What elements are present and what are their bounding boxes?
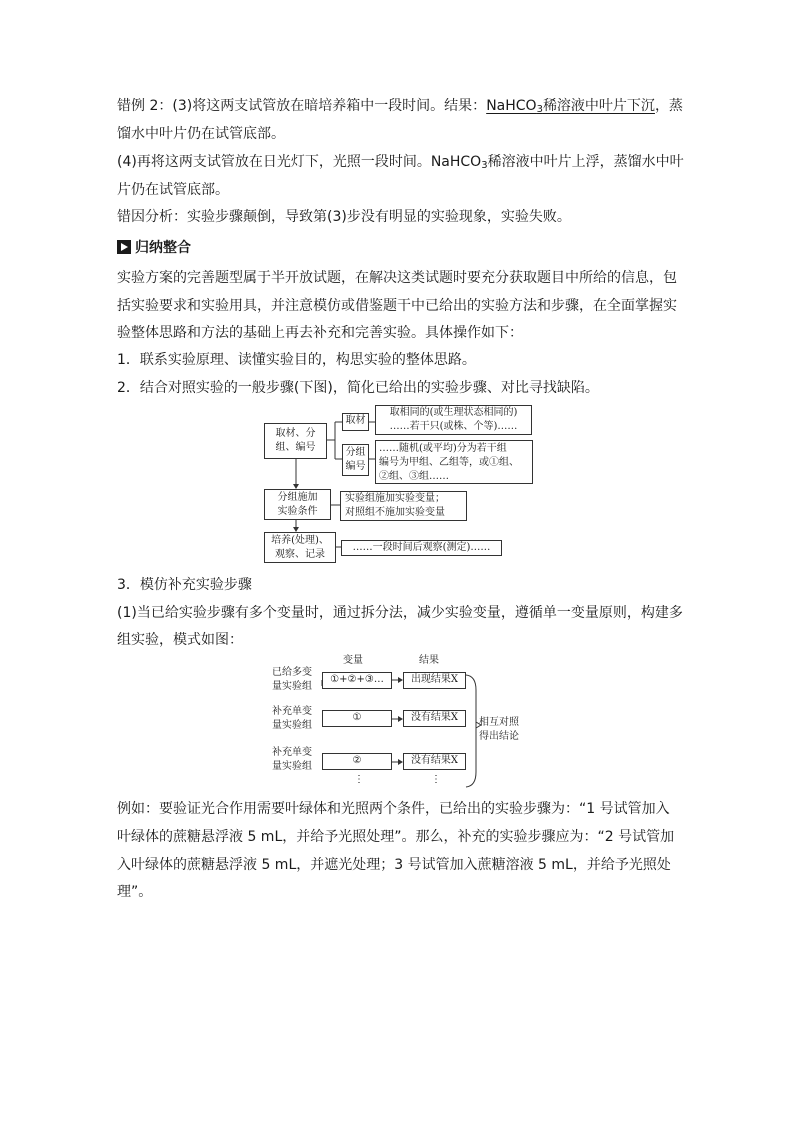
paragraph-line: 括实验要求和实验用具，并注意模仿或借鉴题干中已给出的实验方法和步骤，在全面掌握实 [117,298,677,314]
paragraph-line: 例如：要验证光合作用需要叶绿体和光照两个条件，已给出的实验步骤为：“1 号试管加入 [117,801,670,817]
paragraph-line: 入叶绿体的蔗糖悬浮液 5 mL，并遮光处理；3 号试管加入蔗糖溶液 5 mL，并给予光照处 [117,857,671,873]
column-header-result: 结果 [419,655,439,666]
variable-box: ① [322,710,392,727]
result-box: 没有结果X [403,753,466,770]
paragraph-line: 验整体思路和方法的基础上再去补充和完善实验。具体操作如下： [117,325,523,341]
substep-desc-sampling: 取相同的(或生理状态相同的) ……若干只(或株、个等)…… [375,405,532,435]
paragraph-line: 组实验，模式如图： [117,632,243,648]
step-box-sampling: 取材、分 组、编号 [264,423,327,459]
paragraph-line: 3．模仿补充实验步骤 [117,577,252,593]
paragraph-line: 片仍在试管底部。 [117,182,229,198]
step-desc-conditions: 实验组施加实验变量； 对照组不施加实验变量 [340,491,467,521]
result-box: 没有结果X [403,710,466,727]
conclusion-label: 相互对照 得出结论 [479,717,519,742]
paragraph-line: 理”。 [117,884,153,900]
continuation-dots: ⋮ [354,774,364,785]
paragraph-line: 实验方案的完善题型属于半开放试题，在解决这类试题时要充分获取题目中所给的信息，包 [117,270,677,286]
step-box-conditions: 分组施加 实验条件 [264,489,331,520]
continuation-dots: ⋮ [431,774,441,785]
paragraph-line: 叶绿体的蔗糖悬浮液 5 mL，并给予光照处理”。那么，补充的实验步骤应为：“2 号试管加 [117,829,675,845]
paragraph-line: 馏水中叶片仍在试管底部。 [117,126,285,142]
underlined-text: NaHCO$_3$稀溶液中叶片下沉 [486,98,655,115]
section-header: 归纳整合 [117,237,191,257]
step-box-observe: 培养(处理)、 观察、记录 [264,532,336,563]
substep-box-sampling: 取材 [342,413,369,431]
row-label: 已给多变 量实验组 [272,667,312,692]
variable-box: ② [322,753,392,770]
paragraph-line: 错因分析：实验步骤颠倒，导致第(3)步没有明显的实验现象，实验失败。 [117,209,571,225]
variable-box: ①+②+③… [322,672,392,689]
paragraph-line: (4)再将这两支试管放在日光灯下，光照一段时间。NaHCO$_3$稀溶液中叶片上浮，蒸馏水中叶 [117,154,684,171]
paragraph-line: 1．联系实验原理、读懂实验目的，构思实验的整体思路。 [117,352,476,368]
row-label: 补充单变 量实验组 [272,706,312,731]
result-box: 出现结果X [403,672,466,689]
paragraph-line: 2．结合对照实验的一般步骤(下图)，简化已给出的实验步骤、对比寻找缺陷。 [117,380,599,396]
substep-desc-grouping: ……随机(或平均)分为若干组 编号为甲组、乙组等，或①组、 ②组、③组…… [375,440,533,484]
step-desc-observe: ……一段时间后观察(测定)…… [341,540,502,556]
column-header-variable: 变量 [343,655,363,666]
paragraph-line: 错例 2：(3)将这两支试管放在暗培养箱中一段时间。结果：NaHCO$_3$稀溶液中叶片下沉，蒸 [117,98,683,115]
substep-box-grouping: 分组 编号 [342,444,369,476]
paragraph-line: (1)当已给实验步骤有多个变量时，通过拆分法，减少实验变量，遵循单一变量原则，构建多 [117,605,683,621]
row-label: 补充单变 量实验组 [272,747,312,772]
